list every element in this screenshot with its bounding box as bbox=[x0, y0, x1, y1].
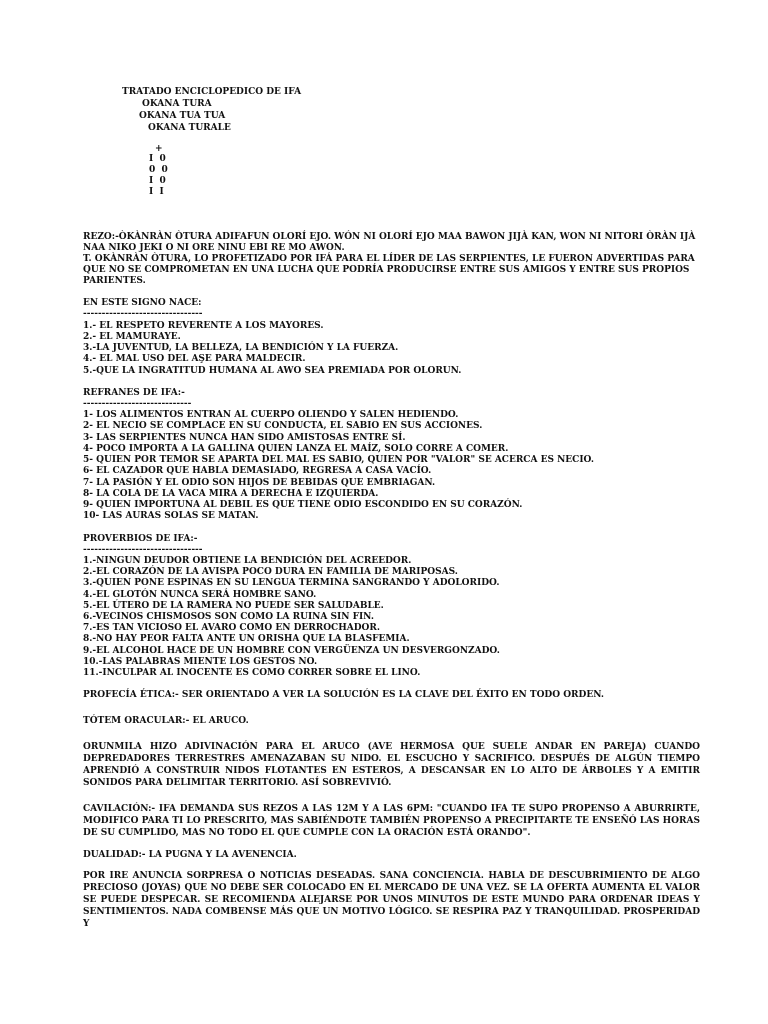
list-item: 1.-NINGUN DEUDOR OBTIENE LA BENDICIÓN DEL ACREEDOR. bbox=[83, 556, 412, 566]
cavilacion-paragraph bbox=[83, 803, 700, 839]
rezo-line-4: QUE NO SE COMPROMETAN EN UNA LUCHA QUE PODRÍA PRODUCIRSE ENTRE SUS AMIGOS Y ENTRE SUS PROPIOS bbox=[83, 265, 690, 275]
list-item: 11.-INCULPAR AL INOCENTE ES COMO CORRER SOBRE EL LINO. bbox=[83, 668, 421, 678]
list-item: 5- QUIEN POR TEMOR SE APARTA DEL MAL ES SABIO, QUIEN POR "VALOR" SE ACERCA ES NECIO. bbox=[83, 455, 594, 465]
refranes-rule: ----------------------------- bbox=[83, 399, 192, 409]
sign-mark-plus: + bbox=[155, 144, 163, 154]
sign-mark-row-1: I 0 bbox=[149, 154, 166, 164]
proverbios-heading: PROVERBIOS DE IFA:- bbox=[83, 534, 198, 544]
list-item: 9- QUIEN IMPORTUNA AL DEBIL ES QUE TIENE ODIO ESCONDIDO EN SU CORAZÓN. bbox=[83, 500, 523, 510]
list-item: 5.-EL ÚTERO DE LA RAMERA NO PUEDE SER SALUDABLE. bbox=[83, 601, 384, 611]
list-item: 3.-QUIEN PONE ESPINAS EN SU LENGUA TERMINA SANGRANDO Y ADOLORIDO. bbox=[83, 578, 500, 588]
paragraph-line: DE SU CUMPLIDO, MAS NO TODO EL QUE CUMPLE CON LA ORACIÓN ESTÁ ORANDO". bbox=[83, 828, 531, 838]
list-item: 4.-EL GLOTÓN NUNCA SERÁ HOMBRE SANO. bbox=[83, 590, 317, 600]
ire-paragraph bbox=[83, 870, 700, 930]
paragraph-line: DEPREDADORES TERRESTRES AMENAZABAN SU NIDO. EL ESCUCHO Y SACRIFICO. DESPUÉS DE ALGÚN TIEMPO bbox=[83, 754, 700, 764]
dualidad: DUALIDAD:- LA PUGNA Y LA AVENENCIA. bbox=[83, 850, 297, 860]
list-item: 7- LA PASIÓN Y EL ODIO SON HIJOS DE BEBIDAS QUE EMBRIAGAN. bbox=[83, 478, 436, 488]
nace-rule: -------------------------------- bbox=[83, 309, 203, 319]
proverbios-rule: -------------------------------- bbox=[83, 545, 203, 555]
rezo-line-2: NAA NIKO JEKI O NI ORE NINU EBI RE MO AWON. bbox=[83, 243, 345, 253]
list-item: 3- LAS SERPIENTES NUNCA HAN SIDO AMISTOSAS ENTRE SÍ. bbox=[83, 433, 406, 443]
orunmila-paragraph bbox=[83, 741, 700, 789]
paragraph-line: SE PUEDE DESPECAR. SE RECOMIENDA ALEJARSE POR UNOS MINUTOS DE ESTE MUNDO PARA ORDENAR IDEAS Y bbox=[83, 895, 700, 905]
list-item: 7.-ES TAN VICIOSO EL AVARO COMO EN DERROCHADOR. bbox=[83, 623, 380, 633]
list-item: 2.- EL MAMURAYE. bbox=[83, 332, 181, 342]
list-item: 8- LA COLA DE LA VACA MIRA A DERECHA E IZQUIERDA. bbox=[83, 489, 379, 499]
list-item: 2- EL NECIO SE COMPLACE EN SU CONDUCTA, EL SABIO EN SUS ACCIONES. bbox=[83, 421, 483, 431]
sign-mark-row-4: I I bbox=[149, 187, 164, 197]
paragraph-line: CAVILACIÓN:- IFA DEMANDA SUS REZOS A LAS 12M Y A LAS 6PM: "CUANDO IFA TE SUPO PROPENSO A ABURRIRTE, bbox=[83, 804, 700, 814]
profecia-etica: PROFECÍA ÉTICA:- SER ORIENTADO A VER LA SOLUCIÓN ES LA CLAVE DEL ÉXITO EN TODO ORDEN. bbox=[83, 690, 604, 700]
list-item: 4- POCO IMPORTA A LA GALLINA QUIEN LANZA EL MAÍZ, SOLO CORRE A COMER. bbox=[83, 444, 509, 454]
paragraph-line: SENTIMIENTOS. NADA COMBENSE MÁS QUE UN MOTIVO LÓGICO. SE RESPIRA PAZ Y TRANQUILIDAD. PROSPERIDAD Y bbox=[83, 907, 700, 929]
paragraph-line: APRENDIÓ A CONSTRUIR NIDOS FLOTANTES EN ESTEROS, A DESCANSAR EN LO ALTO DE ÁRBOLES Y A EMITIR bbox=[83, 766, 700, 776]
nace-heading: EN ESTE SIGNO NACE: bbox=[83, 298, 202, 308]
list-item: 6.-VECINOS CHISMOSOS SON COMO LA RUINA SIN FIN. bbox=[83, 612, 374, 622]
paragraph-line: SONIDOS PARA DELIMITAR TERRITORIO. ASÍ SOBREVIVIÓ. bbox=[83, 778, 392, 788]
rezo-line-3: T. OKÀNRÀN ÒTURA, LO PROFETIZADO POR IFÁ PARA EL LÍDER DE LAS SERPIENTES, LE FUERON ADVERTIDAS PARA bbox=[83, 254, 695, 264]
list-item: 2.-EL CORAZÓN DE LA AVISPA POCO DURA EN FAMILIA DE MARIPOSAS. bbox=[83, 567, 458, 577]
totem-oracular: TÓTEM ORACULAR:- EL ARUCO. bbox=[83, 716, 249, 726]
list-item: 6- EL CAZADOR QUE HABLA DEMASIADO, REGRESA A CASA VACÍO. bbox=[83, 466, 432, 476]
list-item: 4.- EL MAL USO DEL AŞE PARA MALDECIR. bbox=[83, 354, 306, 364]
paragraph-line: POR IRE ANUNCIA SORPRESA O NOTICIAS DESEADAS. SANA CONCIENCIA. HABLA DE DESCUBRIMIENTO DE ALGO bbox=[83, 871, 700, 881]
list-item: 1- LOS ALIMENTOS ENTRAN AL CUERPO OLIENDO Y SALEN HEDIENDO. bbox=[83, 410, 459, 420]
list-item: 10.-LAS PALABRAS MIENTE LOS GESTOS NO. bbox=[83, 657, 318, 667]
sign-name-1: OKANA TURA bbox=[142, 99, 212, 109]
sign-mark-row-2: 0 0 bbox=[149, 165, 168, 175]
sign-name-3: OKANA TURALE bbox=[148, 123, 231, 133]
list-item: 3.-LA JUVENTUD, LA BELLEZA, LA BENDICIÓN Y LA FUERZA. bbox=[83, 343, 399, 353]
paragraph-line: ORUNMILA HIZO ADIVINACIÓN PARA EL ARUCO (AVE HERMOSA QUE SUELE ANDAR EN PAREJA) CUANDO bbox=[83, 742, 700, 752]
list-item: 9.-EL ALCOHOL HACE DE UN HOMBRE CON VERGÜENZA UN DESVERGONZADO. bbox=[83, 646, 500, 656]
paragraph-line: PRECIOSO (JOYAS) QUE NO DEBE SER COLOCADO EN EL MERCADO DE UNA VEZ. SE LA OFERTA AUMENTA EL VALOR bbox=[83, 883, 700, 893]
sign-name-2: OKANA TUA TUA bbox=[139, 111, 226, 121]
list-item: 8.-NO HAY PEOR FALTA ANTE UN ORISHA QUE LA BLASFEMIA. bbox=[83, 634, 410, 644]
list-item: 10- LAS AURAS SOLAS SE MATAN. bbox=[83, 511, 259, 521]
refranes-heading: REFRANES DE IFA:- bbox=[83, 388, 185, 398]
paragraph-line: MODIFICO PARA TI LO PRESCRITO, MAS SABIÉNDOTE TAMBIÉN PROPENSO A PRECIPITARTE TE ENSEÑÓ LAS HORAS bbox=[83, 816, 700, 826]
rezo-line-1: REZO:-ÒKÀNRÀN ÒTURA ADIFAFUN OLORÍ EJO. WÓN NI OLORÍ EJO MAA BAWON JIJÀ KAN, WON NI NITORI ÒRÀN IJÀ bbox=[83, 232, 696, 242]
document-title: TRATADO ENCICLOPEDICO DE IFA bbox=[122, 87, 302, 97]
list-item: 1.- EL RESPETO REVERENTE A LOS MAYORES. bbox=[83, 321, 324, 331]
list-item: 5.-QUE LA INGRATITUD HUMANA AL AWO SEA PREMIADA POR OLORUN. bbox=[83, 366, 462, 376]
rezo-line-5: PARIENTES. bbox=[83, 276, 146, 286]
sign-mark-row-3: I 0 bbox=[149, 176, 166, 186]
